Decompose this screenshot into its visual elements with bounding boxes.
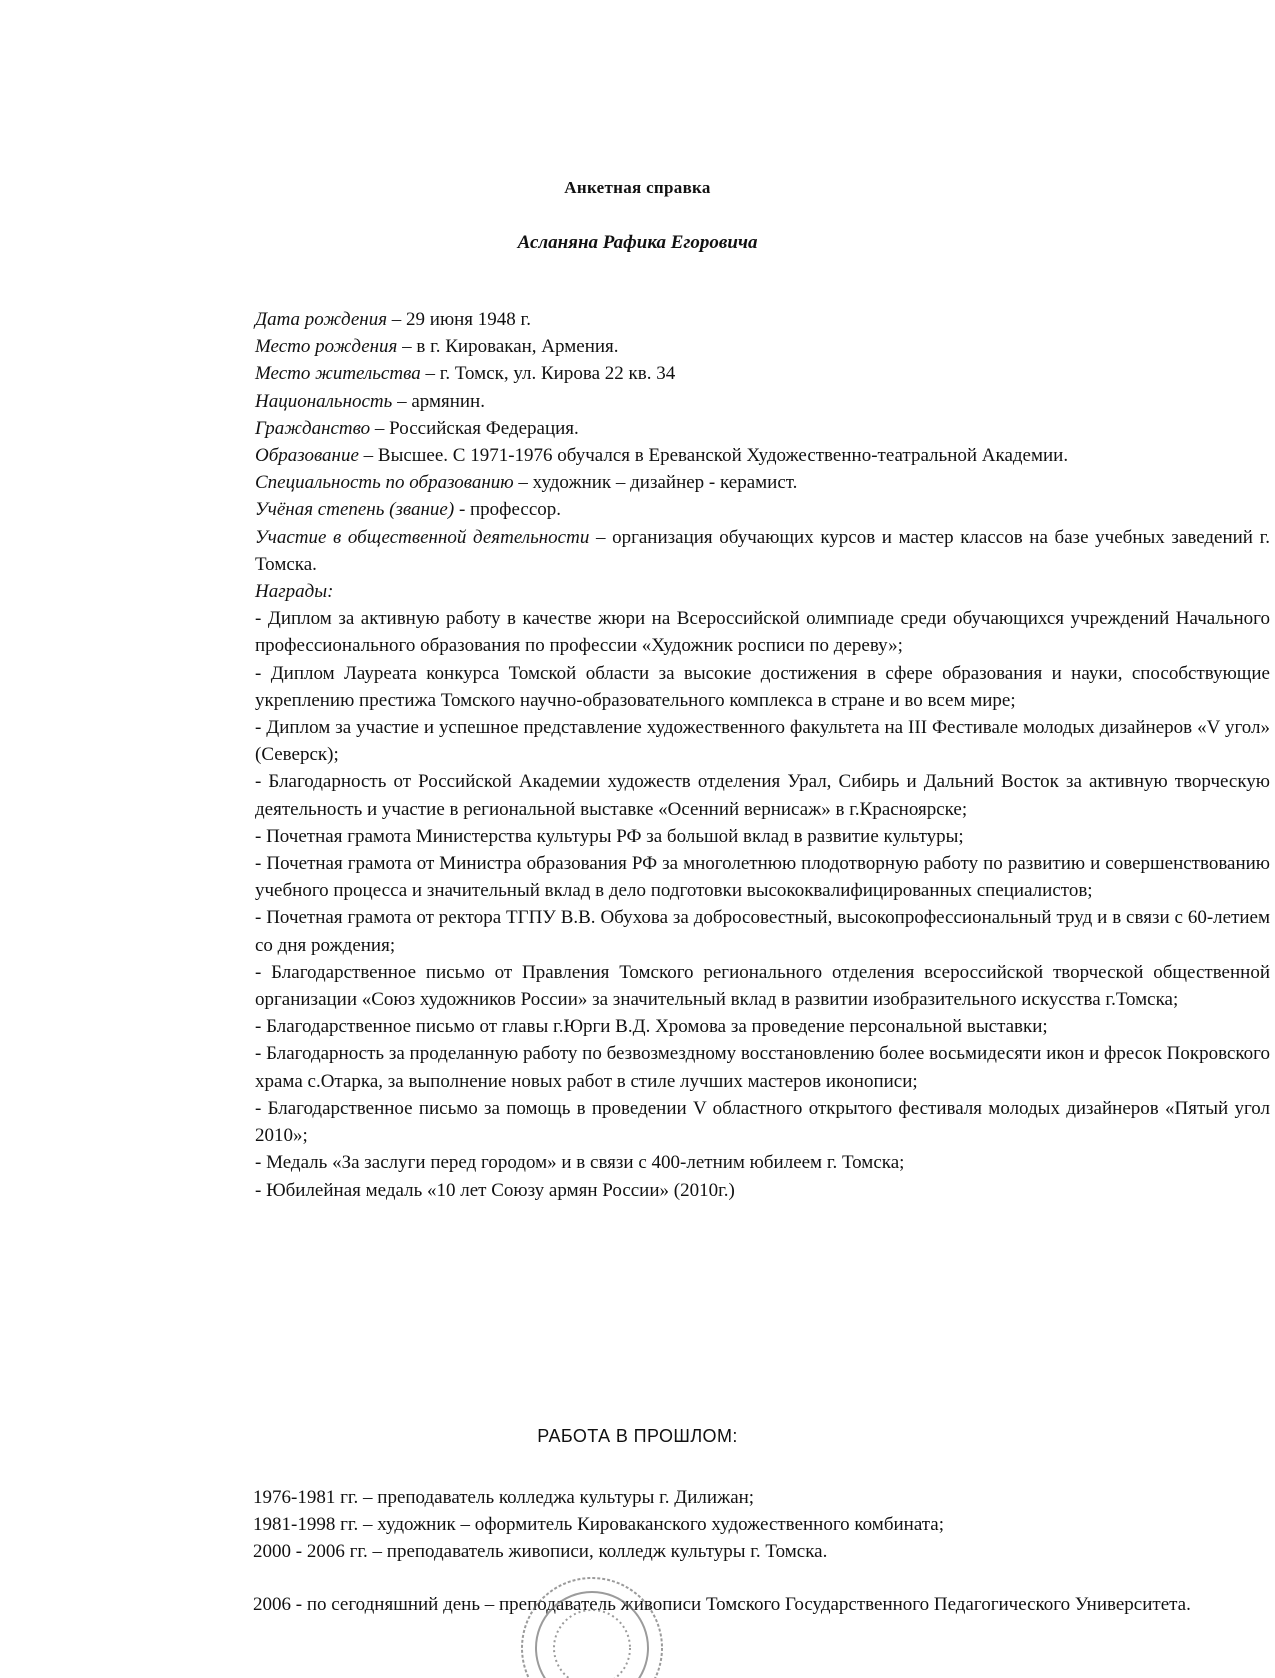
info-label: Место жительства xyxy=(255,363,421,385)
award-item: - Почетная грамота от ректора ТГПУ В.В. Обухова за добросовестный, высокопрофессиональный труд и в связи с 60-летием со дня рождения; xyxy=(255,907,1270,956)
info-value: – 29 июня 1948 г. xyxy=(387,309,531,330)
info-line xyxy=(255,578,1270,605)
info-line xyxy=(255,442,1270,469)
award-item: - Благодарственное письмо за помощь в проведении V областного открытого фестиваля молодых дизайнеров «Пятый угол 2010»; xyxy=(255,1097,1270,1147)
work-section-title: РАБОТА В ПРОШЛОМ: xyxy=(537,1426,738,1446)
info-label: Национальность xyxy=(255,390,393,412)
info-line xyxy=(255,496,1270,523)
award-item: - Благодарность от Российской Академии художеств отделения Урал, Сибирь и Дальний Восток за активную творческую деятельность и участие в региональной выставке «Осенний вернисаж» в г.Красноярске; xyxy=(255,771,1270,820)
award-item: - Почетная грамота от Министра образования РФ за многолетнюю плодотворную работу по развитию и совершенствованию учебного процесса и значительный вклад в дело подготовки высококвалифицированных специалистов; xyxy=(255,853,1270,902)
award-item: - Медаль «За заслуги перед городом» и в связи с 400-летним юбилеем г. Томска; xyxy=(255,1152,905,1174)
info-value: – в г. Кировакан, Армения. xyxy=(397,336,619,358)
work-item: 2000 - 2006 гг. – преподаватель живописи, колледж культуры г. Томска. xyxy=(253,1541,828,1562)
info-label: Специальность по образованию xyxy=(255,472,514,494)
current-work-item: 2006 - по сегодняшний день – преподаватель живописи Томского Государственного Педагогического Университета. xyxy=(253,1594,1191,1615)
info-label: Место рождения xyxy=(255,336,398,358)
work-history xyxy=(253,1484,1268,1618)
info-label: Образование xyxy=(255,445,359,467)
stamp-icon xyxy=(482,1568,702,1678)
award-item: - Диплом Лауреата конкурса Томской области за высокие достижения в сфере образования и науки, способствующие укреплению престижа Томского научно-образовательного комплекса в стране и во всем мире; xyxy=(255,662,1270,711)
info-label: Участие в общественной деятельности xyxy=(255,526,590,548)
info-line xyxy=(255,306,1270,333)
awards-label: Награды: xyxy=(255,581,334,603)
info-line xyxy=(255,469,1270,496)
info-line xyxy=(255,360,1270,387)
award-item: - Благодарность за проделанную работу по безвозмездному восстановлению более восьмидесяти икон и фресок Покровского храма с.Отарка, за выполнение новых работ в стиле лучших мастеров иконописи; xyxy=(255,1043,1270,1092)
info-value: – художник – дизайнер - керамист. xyxy=(513,472,798,494)
award-item: - Благодарственное письмо от Правления Томского регионального отделения всероссийской творческой общественной организации «Союз художников России» за значительный вклад в развитии изобразительного искусства г.Томска; xyxy=(255,961,1270,1011)
work-item: 1976-1981 гг. – преподаватель колледжа культуры г. Дилижан; xyxy=(253,1487,755,1508)
info-value: – Высшее. С 1971-1976 обучался в Ереванской Художественно-театральной Академии. xyxy=(358,445,1069,467)
info-value: - профессор. xyxy=(454,499,562,521)
award-item: - Диплом за участие и успешное представление художественного факультета на III Фестивале молодых дизайнеров «V угол» (Северск); xyxy=(255,717,1270,766)
info-label: Учёная степень (звание) xyxy=(255,499,455,521)
document-title: Анкетная справка xyxy=(564,178,711,197)
award-item: - Почетная грамота Министерства культуры РФ за большой вклад в развитие культуры; xyxy=(255,825,964,847)
info-value: – организация обучающих курсов и мастер классов на базе учебных заведений г. Томска. xyxy=(255,526,1270,575)
person-name: Асланяна Рафика Егоровича xyxy=(517,232,758,253)
info-line xyxy=(255,524,1270,578)
info-value: – армянин. xyxy=(392,390,485,412)
work-item: 1981-1998 гг. – художник – оформитель Кироваканского художественного комбината; xyxy=(253,1514,945,1535)
document-body xyxy=(255,306,1270,1204)
info-label: Гражданство xyxy=(255,417,371,439)
award-item: - Диплом за активную работу в качестве жюри на Всероссийской олимпиаде среди обучающихся учреждений Начального профессионального образования по профессии «Художник росписи по дереву»; xyxy=(255,608,1270,657)
info-line xyxy=(255,415,1270,442)
award-item: - Благодарственное письмо от главы г.Юрги В.Д. Хромова за проведение персональной выставки; xyxy=(255,1016,1048,1038)
info-line xyxy=(255,388,1270,415)
info-value: – Российская Федерация. xyxy=(370,417,579,439)
award-item: - Юбилейная медаль «10 лет Союзу армян России» (2010г.) xyxy=(255,1179,735,1201)
info-label: Дата рождения xyxy=(255,309,388,330)
info-value: – г. Томск, ул. Кирова 22 кв. 34 xyxy=(420,363,676,385)
info-line xyxy=(255,333,1270,360)
